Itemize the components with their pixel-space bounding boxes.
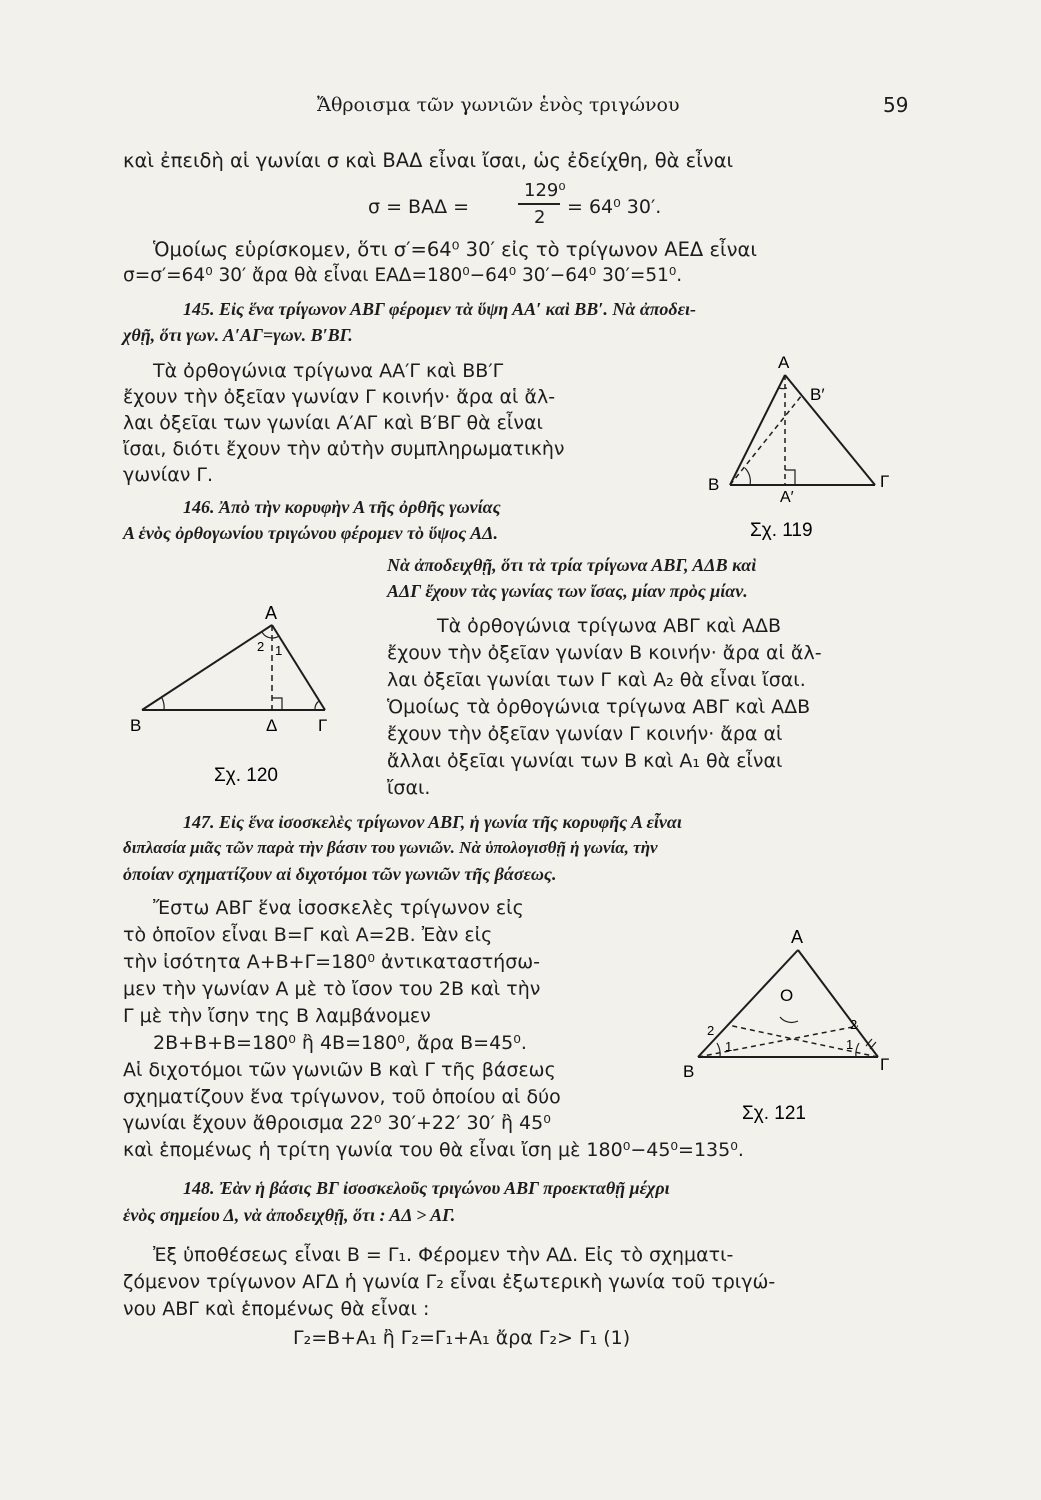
figure-label: 1 xyxy=(846,1037,854,1052)
text-line: ἔχουν τὴν ὀξεῖαν γωνίαν Γ κοινήν· ἄρα αἱ xyxy=(387,723,783,745)
figure-label: Α xyxy=(778,353,790,372)
text-line: καὶ ἑπομένως ἡ τρίτη γωνία του θὰ εἶναι ἴση μὲ 180⁰−45⁰=135⁰. xyxy=(123,1139,744,1161)
equation-fraction-numerator: 129⁰ xyxy=(524,180,566,201)
figure-label: Γ xyxy=(318,716,328,735)
figure-caption: Σχ. 119 xyxy=(750,520,813,541)
figure-label: Β′ xyxy=(810,385,825,404)
text-line: Ὁμοίως εὑρίσκομεν, ὅτι σ′=64⁰ 30′ εἰς τὸ τρίγωνον ΑΕΔ εἶναι xyxy=(153,238,757,261)
text-line: ἔχουν τὴν ὀξεῖαν γωνίαν Β κοινήν· ἄρα αἱ ἄλ- xyxy=(387,642,822,664)
figure-label: Ο xyxy=(780,986,794,1005)
equation-sigma-left: σ = ΒΑΔ = xyxy=(368,196,470,218)
text-line: Γ₂=Β+Α₁ ἢ Γ₂=Γ₁+Α₁ ἄρα Γ₂> Γ₁ (1) xyxy=(293,1327,631,1349)
figure-label: Α xyxy=(791,927,804,947)
figure-label: 2 xyxy=(850,1017,858,1032)
text-line: νου ΑΒΓ καὶ ἑπομένως θὰ εἶναι : xyxy=(123,1298,430,1320)
text-line: σχηματίζουν ἕνα τρίγωνον, τοῦ ὁποίου αἱ δύο xyxy=(123,1086,561,1108)
fraction-bar xyxy=(518,203,560,205)
text-line: λαι ὀξεῖαι γωνίαι των Γ καὶ Α₂ θὰ εἶναι ἴσαι. xyxy=(387,669,806,691)
figure-120 xyxy=(120,595,350,795)
figure-caption: Σχ. 120 xyxy=(214,765,278,786)
text-line: σ=σ′=64⁰ 30′ ἄρα θὰ εἶναι ΕΑΔ=180⁰−64⁰ 30′−64⁰ 30′=51⁰. xyxy=(123,265,683,286)
figure-label: 2 xyxy=(707,1023,715,1038)
problem-146-statement: Νὰ ἀποδειχθῇ, ὅτι τὰ τρία τρίγωνα ΑΒΓ, ΑΔΒ καὶ xyxy=(387,555,757,575)
figure-label: Β xyxy=(683,1062,695,1081)
text-line: Αἱ διχοτόμοι τῶν γωνιῶν Β καὶ Γ τῆς βάσεως xyxy=(123,1059,556,1081)
problem-148-statement: 148. Ἐὰν ἡ βάσις ΒΓ ἰσοσκελοῦς τριγώνου ΑΒΓ προεκταθῇ μέχρι xyxy=(183,1178,670,1198)
text-line: ἴσαι. xyxy=(387,777,431,799)
text-line: ζόμενον τρίγωνον ΑΓΔ ἡ γωνία Γ₂ εἶναι ἐξωτερικὴ γωνία τοῦ τριγώ- xyxy=(123,1271,776,1293)
problem-146-statement: Α ἑνὸς ὀρθογωνίου τριγώνου φέρομεν τὸ ὕψος ΑΔ. xyxy=(123,523,498,543)
text-line: λαι ὀξεῖαι των γωνίαι Α′ΑΓ καὶ Β′ΒΓ θὰ εἶναι xyxy=(123,412,543,434)
figure-label: Δ xyxy=(266,716,278,735)
page-number: 59 xyxy=(883,93,909,117)
figure-label: Γ xyxy=(880,472,890,491)
figure-label: 1 xyxy=(275,643,283,658)
problem-146-statement: ΑΔΓ ἔχουν τὰς γωνίας των ἴσας, μίαν πρὸς μίαν. xyxy=(387,581,748,601)
equation-sigma-right: = 64⁰ 30′. xyxy=(567,196,662,218)
text-line: Ἔστω ΑΒΓ ἕνα ἰσοσκελὲς τρίγωνον εἰς xyxy=(153,897,524,919)
running-header: Ἄθροισμα τῶν γωνιῶν ἑνὸς τριγώνου xyxy=(317,94,680,116)
text-line: μεν τὴν γωνίαν Α μὲ τὸ ἴσον του 2Β καὶ τὴν xyxy=(123,978,541,1000)
text-line: ἄλλαι ὀξεῖαι γωνίαι των Β καὶ Α₁ θὰ εἶναι xyxy=(387,750,783,772)
figure-label: Β xyxy=(708,475,720,494)
text-line: 2Β+Β+Β=180⁰ ἢ 4Β=180⁰, ἄρα Β=45⁰. xyxy=(153,1032,527,1054)
figure-caption: Σχ. 121 xyxy=(742,1103,806,1124)
text-line: καὶ ἐπειδὴ αἱ γωνίαι σ καὶ ΒΑΔ εἶναι ἴσαι, ὡς ἐδείχθη, θὰ εἶναι xyxy=(123,149,734,172)
equation-fraction-denominator: 2 xyxy=(534,207,546,228)
text-line: Ὁμοίως τὰ ὀρθογώνια τρίγωνα ΑΒΓ καὶ ΑΔΒ xyxy=(387,696,811,718)
figure-label: Α xyxy=(265,603,278,623)
text-line: Τὰ ὀρθογώνια τρίγωνα ΑΑ′Γ καὶ ΒΒ′Γ xyxy=(153,360,504,382)
figure-label: Β xyxy=(130,716,142,735)
figure-label: Α′ xyxy=(780,489,794,506)
text-line: γωνίαν Γ. xyxy=(123,464,213,486)
figure-label: Γ xyxy=(880,1055,890,1074)
figure-119 xyxy=(690,350,920,550)
text-line: τὴν ἰσότητα Α+Β+Γ=180⁰ ἀντικαταστήσω- xyxy=(123,951,541,973)
problem-146-statement: 146. Ἀπὸ τὴν κορυφὴν Α τῆς ὀρθῆς γωνίας xyxy=(183,497,501,517)
text-line: ἔχουν τὴν ὀξεῖαν γωνίαν Γ κοινήν· ἄρα αἱ ἄλ- xyxy=(123,386,556,408)
text-line: Ἐξ ὑποθέσεως εἶναι Β = Γ₁. Φέρομεν τὴν ΑΔ. Εἰς τὸ σχηματι- xyxy=(153,1244,734,1266)
text-line: τὸ ὁποῖον εἶναι Β=Γ καὶ Α=2Β. Ἐὰν εἰς xyxy=(123,924,493,946)
text-line: γωνίαι ἔχουν ἄθροισμα 22⁰ 30′+22′ 30′ ἢ 45⁰ xyxy=(123,1112,551,1134)
problem-147-statement: ὁποίαν σχηματίζουν αἱ διχοτόμοι τῶν γωνιῶν τῆς βάσεως. xyxy=(123,864,557,884)
text-line: ἴσαι, διότι ἔχουν τὴν αὐτὴν συμπληρωματικὴν xyxy=(123,438,565,460)
problem-147-statement: 147. Εἰς ἕνα ἰσοσκελὲς τρίγωνον ΑΒΓ, ἡ γωνία τῆς κορυφῆς Α εἶναι xyxy=(183,812,682,832)
problem-145-statement: 145. Εἰς ἕνα τρίγωνον ΑΒΓ φέρομεν τὰ ὕψη ΑΑ′ καὶ ΒΒ′. Νὰ ἀποδει- xyxy=(183,299,696,319)
problem-147-statement: διπλασία μιᾶς τῶν παρὰ τὴν βάσιν του γωνιῶν. Νὰ ὑπολογισθῇ ἡ γωνία, τὴν xyxy=(123,838,658,857)
text-line: Γ μὲ τὴν ἴσην της Β λαμβάνομεν xyxy=(123,1005,431,1027)
problem-148-statement: ἑνὸς σημείου Δ, νὰ ἀποδειχθῇ, ὅτι : ΑΔ > ΑΓ. xyxy=(123,1205,456,1225)
figure-121 xyxy=(680,925,920,1135)
figure-label: 1 xyxy=(725,1039,733,1054)
problem-145-statement: χθῇ, ὅτι γων. Α′ΑΓ=γων. Β′ΒΓ. xyxy=(123,325,353,345)
text-line: Τὰ ὀρθογώνια τρίγωνα ΑΒΓ καὶ ΑΔΒ xyxy=(437,615,782,637)
figure-label: 2 xyxy=(257,639,265,654)
